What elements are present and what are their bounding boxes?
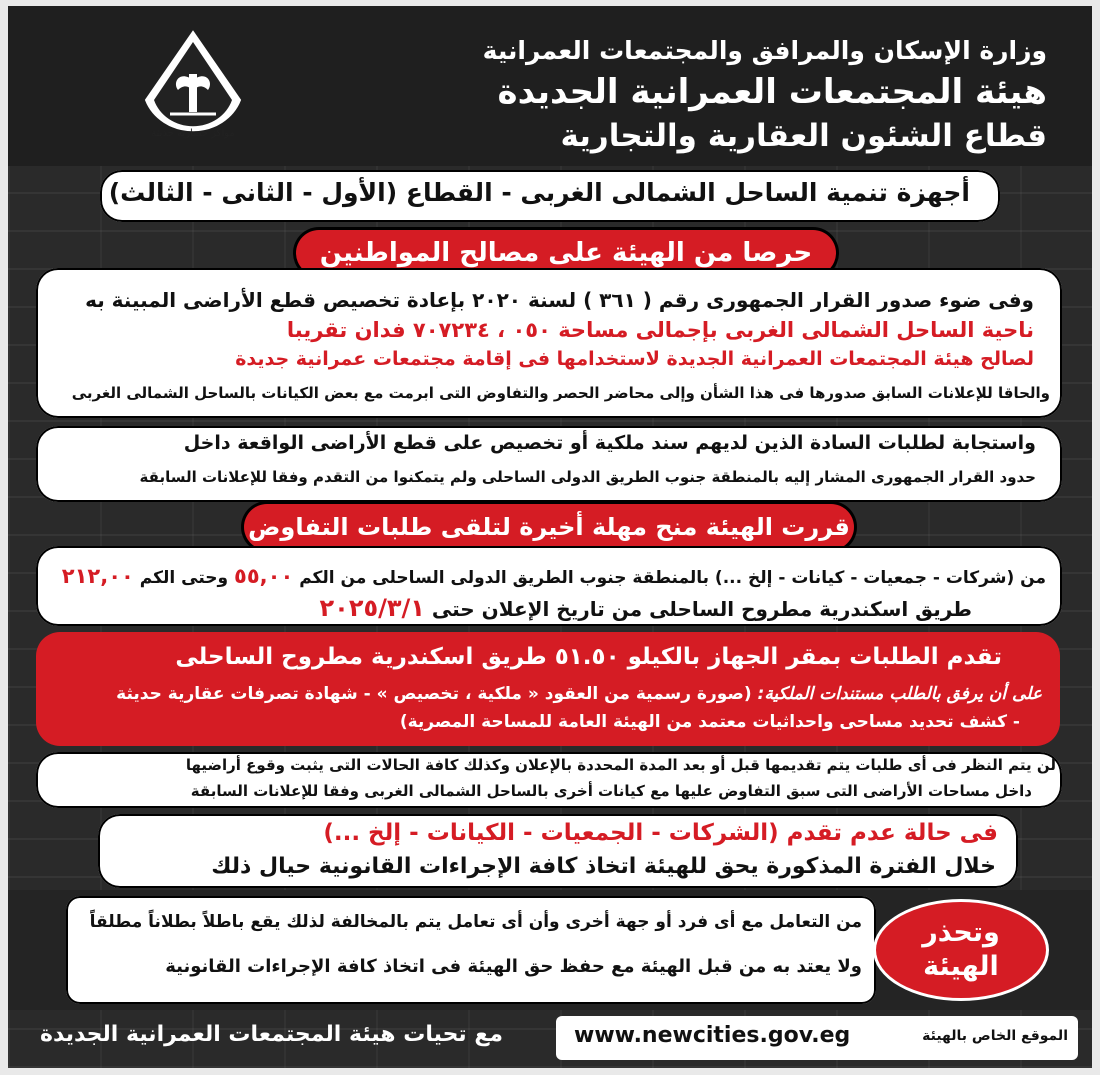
para1-line2: ناحية الساحل الشمالى الغربى بإجمالى مساحة ٠٥٠ ، ٧٠٧٢٣٤ فدان تقريبا (286, 318, 1034, 342)
deadline-date: ٢٠٢٥/٣/١ (319, 594, 425, 622)
para3-line2 (320, 594, 972, 622)
warning-badge-line2: الهيئة (923, 951, 999, 982)
website-label: الموقع الخاص بالهيئة (922, 1028, 1068, 1044)
banner-final-deadline: قررت الهيئة منح مهلة أخيرة لتلقى طلبات التفاوض (244, 504, 854, 550)
required-docs-line1 (116, 684, 1042, 704)
ministry-name: وزارة الإسكان والمرافق والمجتمعات العمرانية (482, 36, 1047, 65)
para5-line1: فى حالة عدم تقدم (الشركات - الجمعيات - الكيانات - إلخ ...) (323, 820, 998, 846)
website-box (556, 1016, 1078, 1060)
advertisement-page (8, 6, 1092, 1068)
paragraph-4-panel (36, 752, 1062, 808)
warning-badge (876, 902, 1046, 998)
para2-line2: حدود القرار الجمهورى المشار إليه بالمنطقة جنوب الطريق الدولى الساحلى ولم يتمكنوا من التقدم وفقا للإعلانات السابقة (139, 468, 1036, 486)
paragraph-3-panel (36, 546, 1062, 626)
subtitle-panel (100, 170, 1000, 222)
warning-line1: من التعامل مع أى فرد أو جهة أخرى وأن أى تعامل يتم بالمخالفة لذلك يقع باطلاً بطلاناً مطلقاً (89, 912, 862, 932)
warning-text-panel (66, 896, 876, 1004)
authority-seal-icon (140, 30, 246, 148)
para1-line3: لصالح هيئة المجتمعات العمرانية الجديدة لاستخدامها فى إقامة مجتمعات عمرانية جديدة (235, 348, 1034, 370)
banner-citizens-interest: حرصا من الهيئة على مصالح المواطنين (296, 230, 836, 276)
para1-line4: والحاقا للإعلانات السابق صدورها فى هذا الشأن وإلى محاضر الحصر والتفاوض التى ابرمت مع بعض الكيانات بالساحل الشمالى الغربى (71, 384, 1050, 402)
para5-line2: خلال الفترة المذكورة يحق للهيئة اتخاذ كافة الإجراءات القانونية حيال ذلك (211, 854, 996, 879)
logo-caption: مواكز حضارية حديثة (151, 128, 235, 139)
paragraph-1-panel (36, 268, 1062, 418)
authority-name: هيئة المجتمعات العمرانية الجديدة (497, 72, 1047, 112)
para4-line1: لن يتم النظر فى أى طلبات يتم تقديمها قبل أو بعد المدة المحددة بالإعلان وكذلك كافة الحالات التى يثبت وقوع أراضيها (185, 756, 1056, 774)
para2-line1: واستجابة لطلبات السادة الذين لديهم سند ملكية أو تخصيص على قطع الأراضى الواقعة داخل (183, 432, 1036, 454)
para3-text-b: وحتى الكم (139, 568, 229, 588)
paragraph-2-panel (36, 426, 1062, 502)
para3-text-c: طريق اسكندرية مطروح الساحلى من تاريخ الإعلان حتى (431, 597, 972, 621)
subtitle: أجهزة تنمية الساحل الشمالى الغربى - القطاع (الأول - الثانى - الثالث) (108, 178, 970, 207)
website-url[interactable]: www.newcities.gov.eg (574, 1023, 851, 1048)
submission-info-panel (36, 632, 1060, 746)
km-to: ٢١٢,٠٠ (61, 564, 134, 588)
paragraph-5-panel (98, 814, 1018, 888)
header (8, 6, 1092, 166)
required-docs-line2: - كشف تحديد مساحى واحداثيات معتمد من الهيئة العامة للمساحة المصرية) (399, 712, 1020, 732)
warning-line2: ولا يعتد به من قبل الهيئة مع حفظ حق الهيئة فى اتخاذ كافة الإجراءات القانونية (165, 956, 862, 977)
para3-line1 (62, 564, 1046, 588)
required-docs-list: (صورة رسمية من العقود « ملكية ، تخصيص » - شهادة تصرفات عقارية حديثة (116, 684, 752, 704)
footer-greeting: مع تحيات هيئة المجتمعات العمرانية الجديدة (40, 1022, 503, 1047)
para3-text-a: من (شركات - جمعيات - كيانات - إلخ ...) بالمنطقة جنوب الطريق الدولى الساحلى من الكم (299, 568, 1046, 588)
sector-name: قطاع الشئون العقارية والتجارية (560, 118, 1047, 154)
para1-line1: وفى ضوء صدور القرار الجمهورى رقم ( ٣٦١ ) لسنة ٢٠٢٠ بإعادة تخصيص قطع الأراضى المبينة به (85, 288, 1034, 312)
warning-badge-line1: وتحذر (922, 917, 1000, 948)
km-from: ٥٥,٠٠ (234, 564, 294, 588)
para4-line2: داخل مساحات الأراضى التى سبق التفاوض عليها مع كيانات أخرى بالساحل الشمالى الغربى وفقا للإعلانات السابقة (190, 782, 1032, 800)
required-docs-label: على أن يرفق بالطلب مستندات الملكية: (757, 684, 1042, 704)
submission-title: تقدم الطلبات بمقر الجهاز بالكيلو ٥١.٥٠ طريق اسكندرية مطروح الساحلى (175, 644, 1002, 670)
